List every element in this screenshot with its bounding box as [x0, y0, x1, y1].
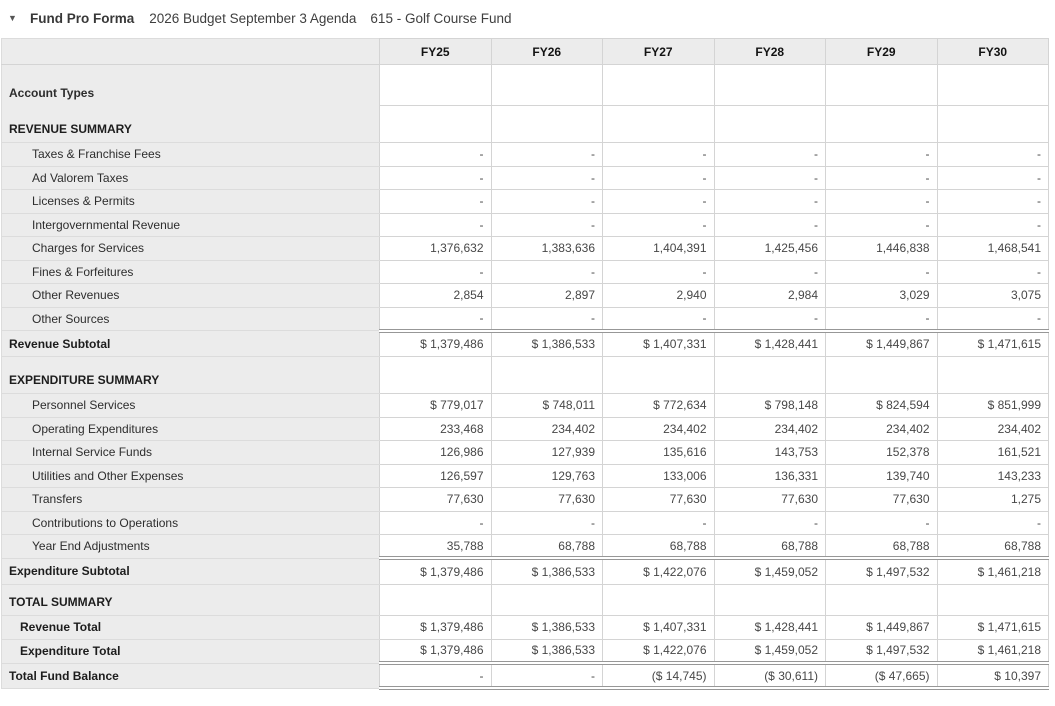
- cell-fy30: 3,075: [937, 284, 1049, 308]
- row-label: Ad Valorem Taxes: [2, 166, 380, 190]
- cell-fy29: 1,446,838: [826, 237, 938, 261]
- cell-fy26: -: [491, 213, 603, 237]
- report-title: Fund Pro Forma: [30, 10, 135, 26]
- cell-fy28: $ 1,428,441: [714, 331, 826, 357]
- row-label: Intergovernmental Revenue: [2, 213, 380, 237]
- cell-fy25: $ 1,379,486: [380, 558, 492, 584]
- cell-fy26: 127,939: [491, 441, 603, 465]
- cell-fy30: $ 1,461,218: [937, 639, 1049, 663]
- cell-fy25: 2,854: [380, 284, 492, 308]
- cell-fy29: 234,402: [826, 417, 938, 441]
- table-row: [2, 260, 1049, 284]
- cell-fy28: -: [714, 307, 826, 331]
- row-label: Expenditure Subtotal: [2, 558, 380, 584]
- row-label: Account Types: [2, 65, 380, 106]
- table-row: [2, 417, 1049, 441]
- table-row: [2, 65, 1049, 106]
- cell-fy26: 234,402: [491, 417, 603, 441]
- fund-name: 615 - Golf Course Fund: [370, 10, 512, 26]
- cell-fy28: [714, 106, 826, 143]
- cell-fy30: 68,788: [937, 535, 1049, 559]
- cell-fy30: $ 1,461,218: [937, 558, 1049, 584]
- cell-fy28: 2,984: [714, 284, 826, 308]
- cell-fy29: 139,740: [826, 464, 938, 488]
- table-row: [2, 394, 1049, 418]
- column-header-fy27: FY27: [603, 39, 715, 65]
- cell-fy27: 133,006: [603, 464, 715, 488]
- cell-fy28: -: [714, 166, 826, 190]
- cell-fy29: $ 1,449,867: [826, 615, 938, 639]
- table-row: [2, 441, 1049, 465]
- cell-fy25: $ 1,379,486: [380, 331, 492, 357]
- label-column-header: [2, 39, 380, 65]
- cell-fy30: $ 851,999: [937, 394, 1049, 418]
- cell-fy28: $ 1,459,052: [714, 639, 826, 663]
- row-label: Year End Adjustments: [2, 535, 380, 559]
- cell-fy27: [603, 357, 715, 394]
- cell-fy28: [714, 357, 826, 394]
- table-row: [2, 639, 1049, 663]
- cell-fy28: $ 798,148: [714, 394, 826, 418]
- table-row: [2, 331, 1049, 357]
- cell-fy28: 77,630: [714, 488, 826, 512]
- cell-fy30: [937, 584, 1049, 615]
- cell-fy30: 143,233: [937, 464, 1049, 488]
- cell-fy26: $ 1,386,533: [491, 331, 603, 357]
- row-label: Total Fund Balance: [2, 663, 380, 688]
- cell-fy25: [380, 65, 492, 106]
- cell-fy30: 1,275: [937, 488, 1049, 512]
- cell-fy27: 234,402: [603, 417, 715, 441]
- table-row: [2, 284, 1049, 308]
- cell-fy30: $ 1,471,615: [937, 615, 1049, 639]
- table-row: [2, 584, 1049, 615]
- cell-fy25: 126,986: [380, 441, 492, 465]
- cell-fy25: $ 779,017: [380, 394, 492, 418]
- column-header-fy25: FY25: [380, 39, 492, 65]
- cell-fy29: $ 1,449,867: [826, 331, 938, 357]
- table-row: [2, 307, 1049, 331]
- row-label: Revenue Total: [2, 615, 380, 639]
- cell-fy29: ($ 47,665): [826, 663, 938, 688]
- cell-fy29: $ 1,497,532: [826, 639, 938, 663]
- row-label: Internal Service Funds: [2, 441, 380, 465]
- cell-fy29: [826, 106, 938, 143]
- cell-fy25: -: [380, 663, 492, 688]
- cell-fy28: 234,402: [714, 417, 826, 441]
- cell-fy26: -: [491, 260, 603, 284]
- cell-fy28: -: [714, 511, 826, 535]
- cell-fy28: [714, 65, 826, 106]
- cell-fy27: -: [603, 166, 715, 190]
- cell-fy28: -: [714, 260, 826, 284]
- cell-fy29: 3,029: [826, 284, 938, 308]
- cell-fy25: -: [380, 166, 492, 190]
- cell-fy29: $ 824,594: [826, 394, 938, 418]
- cell-fy27: 1,404,391: [603, 237, 715, 261]
- cell-fy29: 77,630: [826, 488, 938, 512]
- cell-fy29: 152,378: [826, 441, 938, 465]
- row-label: Fines & Forfeitures: [2, 260, 380, 284]
- cell-fy26: -: [491, 663, 603, 688]
- cell-fy30: 161,521: [937, 441, 1049, 465]
- row-label: Other Sources: [2, 307, 380, 331]
- cell-fy26: -: [491, 511, 603, 535]
- table-row: [2, 166, 1049, 190]
- table-row: [2, 558, 1049, 584]
- cell-fy26: 68,788: [491, 535, 603, 559]
- report-title-bar: [0, 0, 1055, 26]
- cell-fy25: $ 1,379,486: [380, 615, 492, 639]
- cell-fy27: [603, 584, 715, 615]
- cell-fy27: -: [603, 260, 715, 284]
- cell-fy29: -: [826, 190, 938, 214]
- cell-fy30: 234,402: [937, 417, 1049, 441]
- cell-fy27: [603, 106, 715, 143]
- table-row: [2, 237, 1049, 261]
- cell-fy25: [380, 584, 492, 615]
- cell-fy30: -: [937, 307, 1049, 331]
- table-row: [2, 511, 1049, 535]
- cell-fy29: [826, 65, 938, 106]
- row-label: Transfers: [2, 488, 380, 512]
- cell-fy25: -: [380, 511, 492, 535]
- cell-fy27: $ 1,407,331: [603, 331, 715, 357]
- cell-fy25: [380, 106, 492, 143]
- cell-fy28: 143,753: [714, 441, 826, 465]
- cell-fy29: -: [826, 143, 938, 167]
- collapse-arrow-icon[interactable]: ▼: [8, 12, 17, 23]
- cell-fy25: 35,788: [380, 535, 492, 559]
- cell-fy26: 2,897: [491, 284, 603, 308]
- cell-fy29: 68,788: [826, 535, 938, 559]
- cell-fy27: ($ 14,745): [603, 663, 715, 688]
- cell-fy25: -: [380, 260, 492, 284]
- table-row: [2, 663, 1049, 688]
- cell-fy26: [491, 357, 603, 394]
- cell-fy26: [491, 584, 603, 615]
- cell-fy30: [937, 106, 1049, 143]
- column-header-fy28: FY28: [714, 39, 826, 65]
- cell-fy27: 68,788: [603, 535, 715, 559]
- table-row: [2, 535, 1049, 559]
- table-body: [2, 65, 1049, 689]
- cell-fy27: $ 1,422,076: [603, 558, 715, 584]
- cell-fy27: -: [603, 190, 715, 214]
- table-row: [2, 143, 1049, 167]
- cell-fy30: -: [937, 143, 1049, 167]
- cell-fy30: $ 1,471,615: [937, 331, 1049, 357]
- cell-fy30: -: [937, 166, 1049, 190]
- cell-fy26: 77,630: [491, 488, 603, 512]
- table-row: [2, 488, 1049, 512]
- cell-fy28: [714, 584, 826, 615]
- cell-fy27: $ 1,422,076: [603, 639, 715, 663]
- cell-fy25: -: [380, 143, 492, 167]
- cell-fy25: -: [380, 307, 492, 331]
- pro-forma-table: [1, 38, 1049, 690]
- cell-fy30: -: [937, 511, 1049, 535]
- row-label: Personnel Services: [2, 394, 380, 418]
- cell-fy28: -: [714, 190, 826, 214]
- cell-fy27: -: [603, 511, 715, 535]
- column-header-fy26: FY26: [491, 39, 603, 65]
- table-row: [2, 357, 1049, 394]
- cell-fy26: [491, 106, 603, 143]
- cell-fy25: 126,597: [380, 464, 492, 488]
- table-row: [2, 615, 1049, 639]
- cell-fy28: $ 1,428,441: [714, 615, 826, 639]
- cell-fy26: $ 1,386,533: [491, 558, 603, 584]
- cell-fy27: [603, 65, 715, 106]
- cell-fy28: -: [714, 143, 826, 167]
- row-label: REVENUE SUMMARY: [2, 106, 380, 143]
- cell-fy30: -: [937, 260, 1049, 284]
- cell-fy27: 135,616: [603, 441, 715, 465]
- cell-fy27: $ 1,407,331: [603, 615, 715, 639]
- cell-fy28: 1,425,456: [714, 237, 826, 261]
- cell-fy25: 233,468: [380, 417, 492, 441]
- cell-fy29: -: [826, 166, 938, 190]
- cell-fy28: 136,331: [714, 464, 826, 488]
- cell-fy27: 2,940: [603, 284, 715, 308]
- cell-fy29: -: [826, 511, 938, 535]
- table-row: [2, 190, 1049, 214]
- cell-fy27: 77,630: [603, 488, 715, 512]
- cell-fy26: -: [491, 307, 603, 331]
- row-label: Expenditure Total: [2, 639, 380, 663]
- cell-fy28: 68,788: [714, 535, 826, 559]
- budget-name: 2026 Budget September 3 Agenda: [149, 10, 357, 26]
- cell-fy30: $ 10,397: [937, 663, 1049, 688]
- cell-fy30: -: [937, 190, 1049, 214]
- cell-fy29: -: [826, 213, 938, 237]
- cell-fy26: 129,763: [491, 464, 603, 488]
- cell-fy28: ($ 30,611): [714, 663, 826, 688]
- cell-fy25: -: [380, 190, 492, 214]
- cell-fy26: $ 1,386,533: [491, 615, 603, 639]
- cell-fy27: -: [603, 213, 715, 237]
- cell-fy26: 1,383,636: [491, 237, 603, 261]
- row-label: Utilities and Other Expenses: [2, 464, 380, 488]
- cell-fy30: -: [937, 213, 1049, 237]
- cell-fy26: [491, 65, 603, 106]
- cell-fy26: -: [491, 143, 603, 167]
- row-label: TOTAL SUMMARY: [2, 584, 380, 615]
- cell-fy26: -: [491, 166, 603, 190]
- column-header-fy30: FY30: [937, 39, 1049, 65]
- row-label: Taxes & Franchise Fees: [2, 143, 380, 167]
- cell-fy30: [937, 65, 1049, 106]
- cell-fy25: 1,376,632: [380, 237, 492, 261]
- table-row: [2, 106, 1049, 143]
- cell-fy29: -: [826, 260, 938, 284]
- cell-fy27: -: [603, 143, 715, 167]
- cell-fy25: -: [380, 213, 492, 237]
- table-row: [2, 213, 1049, 237]
- cell-fy25: 77,630: [380, 488, 492, 512]
- row-label: Licenses & Permits: [2, 190, 380, 214]
- row-label: Charges for Services: [2, 237, 380, 261]
- cell-fy27: -: [603, 307, 715, 331]
- cell-fy30: 1,468,541: [937, 237, 1049, 261]
- cell-fy29: -: [826, 307, 938, 331]
- cell-fy26: -: [491, 190, 603, 214]
- cell-fy29: [826, 584, 938, 615]
- row-label: Other Revenues: [2, 284, 380, 308]
- cell-fy29: $ 1,497,532: [826, 558, 938, 584]
- cell-fy26: $ 1,386,533: [491, 639, 603, 663]
- cell-fy28: $ 1,459,052: [714, 558, 826, 584]
- row-label: EXPENDITURE SUMMARY: [2, 357, 380, 394]
- cell-fy29: [826, 357, 938, 394]
- column-header-fy29: FY29: [826, 39, 938, 65]
- cell-fy25: [380, 357, 492, 394]
- cell-fy28: -: [714, 213, 826, 237]
- cell-fy25: $ 1,379,486: [380, 639, 492, 663]
- cell-fy26: $ 748,011: [491, 394, 603, 418]
- table-header-row: [2, 39, 1049, 65]
- row-label: Revenue Subtotal: [2, 331, 380, 357]
- row-label: Contributions to Operations: [2, 511, 380, 535]
- cell-fy30: [937, 357, 1049, 394]
- cell-fy27: $ 772,634: [603, 394, 715, 418]
- table-row: [2, 464, 1049, 488]
- row-label: Operating Expenditures: [2, 417, 380, 441]
